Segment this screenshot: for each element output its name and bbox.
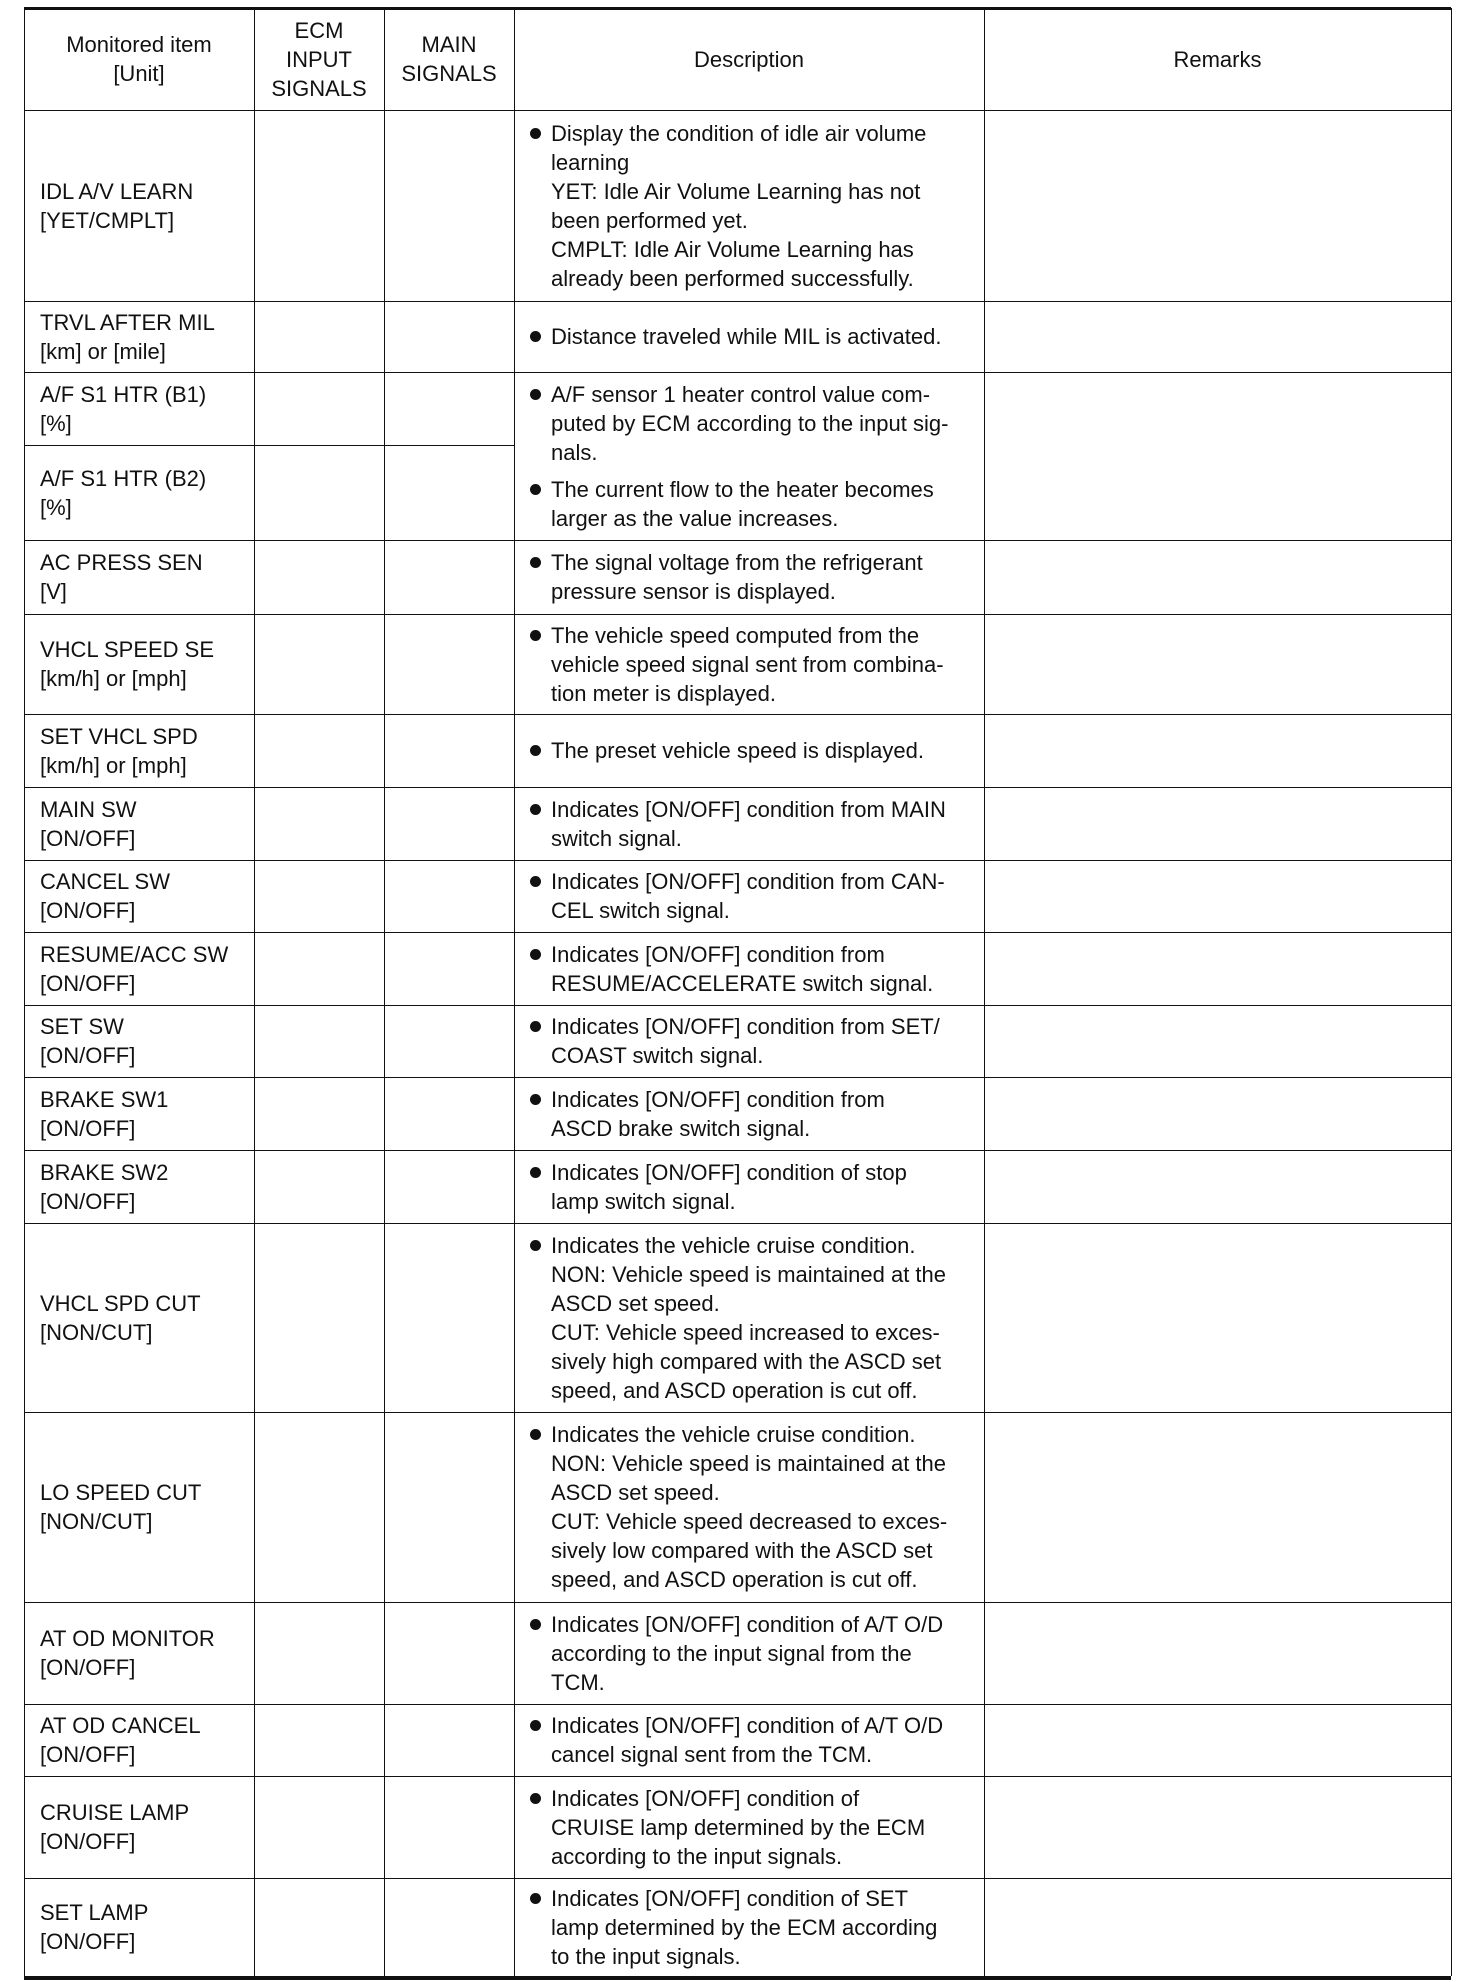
bullet-item	[528, 736, 978, 765]
description-cell	[514, 1412, 984, 1602]
header-label: Remarks	[1173, 46, 1262, 72]
text-line: Indicates [ON/OFF] condition from MAIN	[551, 796, 946, 822]
remarks-cell	[984, 540, 1451, 614]
header-main-signals	[384, 8, 514, 110]
remarks-cell	[984, 1878, 1451, 1976]
text-line: Indicates [ON/OFF] condition from	[551, 941, 885, 967]
text-line: lamp switch signal.	[551, 1188, 736, 1214]
description-cell	[514, 1704, 984, 1776]
text-line: LO SPEED CUT	[40, 1480, 202, 1505]
text-line: Indicates [ON/OFF] condition from SET/	[551, 1014, 940, 1039]
monitored-item-label	[40, 867, 170, 925]
remarks-cell	[984, 932, 1451, 1005]
text-line: sively low compared with the ASCD set	[551, 1538, 933, 1563]
description-cell	[514, 372, 984, 540]
remarks-cell	[984, 1223, 1451, 1412]
bullet-item	[528, 1610, 978, 1697]
monitored-item-cell	[24, 787, 254, 860]
monitored-item-cell	[24, 110, 254, 301]
text-line: [ON/OFF]	[40, 970, 136, 996]
description-cell	[514, 614, 984, 714]
bullet-dot-icon	[530, 1167, 541, 1178]
remarks-cell	[984, 1602, 1451, 1704]
bullet-dot-icon	[530, 1793, 541, 1804]
text-line: nals.	[551, 439, 598, 465]
bullet-dot-icon	[530, 1240, 541, 1251]
monitored-item-label	[40, 1798, 189, 1856]
text-line: ASCD set speed.	[551, 1480, 720, 1505]
text-line: according to the input signal from the	[551, 1640, 912, 1666]
bullet-dot-icon	[530, 876, 541, 887]
description-cell	[514, 860, 984, 932]
column-divider	[1451, 8, 1452, 1976]
text-line: larger as the value increases.	[551, 505, 839, 531]
text-line: IDL A/V LEARN	[40, 178, 194, 204]
text-line: speed, and ASCD operation is cut off.	[551, 1377, 918, 1403]
text-line: YET: Idle Air Volume Learning has not	[551, 178, 921, 204]
text-line: Display the condition of idle air volume	[551, 120, 927, 146]
header-label: Description	[693, 46, 805, 72]
text-line: Indicates [ON/OFF] condition of SET	[551, 1885, 909, 1911]
bullet-dot-icon	[530, 804, 541, 815]
text-line: CRUISE lamp determined by the ECM	[551, 1814, 926, 1840]
monitored-item-cell	[24, 1412, 254, 1602]
bullet-dot-icon	[530, 389, 541, 400]
bullet-item	[528, 1884, 978, 1971]
monitored-item-label	[40, 635, 214, 693]
text-line: [ON/OFF]	[40, 1655, 136, 1680]
text-line: RESUME/ACCELERATE switch signal.	[551, 970, 934, 996]
bullet-dot-icon	[530, 1893, 541, 1904]
description-cell	[514, 787, 984, 860]
bullet-dot-icon	[530, 557, 541, 568]
bullet-item	[528, 380, 978, 467]
text-line: MAIN SW	[40, 796, 137, 822]
monitored-item-label	[40, 722, 198, 780]
monitored-item-label	[40, 177, 193, 235]
text-line: Indicates [ON/OFF] condition of	[551, 1785, 860, 1811]
text-line: ECM	[294, 17, 344, 43]
bullet-item	[528, 795, 978, 853]
monitored-item-label	[40, 1158, 168, 1216]
remarks-cell	[984, 372, 1451, 540]
monitored-item-label	[40, 548, 203, 606]
text-line: [Unit]	[113, 61, 165, 86]
header-description	[514, 8, 984, 110]
monitored-item-cell	[24, 1878, 254, 1976]
header-label	[401, 30, 496, 88]
monitored-item-cell	[24, 614, 254, 714]
text-line: to the input signals.	[551, 1943, 741, 1969]
text-line: VHCL SPD CUT	[40, 1290, 201, 1316]
monitored-item-cell	[24, 1077, 254, 1150]
text-line: TRVL AFTER MIL	[40, 309, 215, 335]
bullet-item	[528, 1711, 978, 1769]
monitored-item-cell	[24, 932, 254, 1005]
text-line: [km/h] or [mph]	[40, 666, 187, 691]
text-line: A/F S1 HTR (B1)	[40, 381, 207, 407]
bullet-dot-icon	[530, 1720, 541, 1731]
monitored-item-cell	[24, 301, 254, 372]
remarks-cell	[984, 714, 1451, 787]
bullet-item	[528, 475, 978, 533]
bullet-dot-icon	[530, 1021, 541, 1032]
text-line: [ON/OFF]	[40, 1043, 136, 1068]
text-line: NON: Vehicle speed is maintained at the	[551, 1451, 947, 1476]
row-divider	[24, 1976, 1451, 1980]
description-cell	[514, 1878, 984, 1976]
text-line: INPUT	[286, 46, 352, 72]
header-remarks	[984, 8, 1451, 110]
monitored-item-cell	[24, 540, 254, 614]
description-cell	[514, 714, 984, 787]
bullet-item	[528, 1158, 978, 1216]
description-cell	[514, 1602, 984, 1704]
monitored-item-label	[40, 380, 206, 438]
text-line: [ON/OFF]	[40, 825, 136, 851]
bullet-dot-icon	[530, 484, 541, 495]
text-line: MAIN	[421, 32, 477, 57]
text-line: CANCEL SW	[40, 869, 170, 894]
text-line: BRAKE SW1	[40, 1086, 169, 1112]
monitored-item-cell	[24, 714, 254, 787]
monitored-item-label	[40, 1085, 168, 1143]
text-line: The current flow to the heater becomes	[551, 476, 934, 502]
bullet-item	[528, 621, 978, 708]
description-cell	[514, 1077, 984, 1150]
remarks-cell	[984, 860, 1451, 932]
text-line: lamp determined by the ECM according	[551, 1914, 938, 1940]
monitored-item-cell	[24, 445, 254, 540]
text-line: [%]	[40, 410, 72, 436]
bullet-dot-icon	[530, 1619, 541, 1630]
column-divider	[254, 8, 255, 1976]
text-line: Indicates [ON/OFF] condition of stop	[551, 1159, 907, 1185]
header-label	[66, 30, 212, 88]
monitored-item-cell	[24, 1602, 254, 1704]
text-line: SET LAMP	[40, 1900, 149, 1925]
text-line: SET SW	[40, 1014, 124, 1039]
text-line: speed, and ASCD operation is cut off.	[551, 1567, 918, 1592]
text-line: been performed yet.	[551, 207, 748, 233]
bullet-item	[528, 1012, 978, 1070]
text-line: [km] or [mile]	[40, 338, 166, 364]
description-cell	[514, 1223, 984, 1412]
text-line: Indicates [ON/OFF] condition from	[551, 1086, 885, 1112]
text-line: [NON/CUT]	[40, 1509, 153, 1534]
text-line: pressure sensor is displayed.	[551, 579, 836, 604]
description-cell	[514, 1005, 984, 1077]
remarks-cell	[984, 614, 1451, 714]
text-line: sively high compared with the ASCD set	[551, 1348, 942, 1374]
bullet-item	[528, 1085, 978, 1143]
text-line: Distance traveled while MIL is activated.	[551, 324, 942, 349]
bullet-item	[528, 940, 978, 998]
description-cell	[514, 1150, 984, 1223]
text-line: [ON/OFF]	[40, 1115, 136, 1141]
text-line: CMPLT: Idle Air Volume Learning has	[551, 236, 914, 262]
text-line: switch signal.	[551, 825, 682, 851]
text-line: according to the input signals.	[551, 1843, 843, 1869]
remarks-cell	[984, 1704, 1451, 1776]
monitored-item-label	[40, 308, 215, 366]
bullet-dot-icon	[530, 1429, 541, 1440]
text-line: [ON/OFF]	[40, 898, 136, 923]
text-line: [ON/OFF]	[40, 1742, 136, 1767]
monitored-item-cell	[24, 1005, 254, 1077]
text-line: AT OD CANCEL	[40, 1713, 201, 1738]
monitored-item-label	[40, 940, 228, 998]
text-line: CUT: Vehicle speed increased to exces-	[551, 1319, 940, 1345]
text-line: TCM.	[551, 1669, 605, 1695]
text-line: learning	[551, 149, 630, 175]
remarks-cell	[984, 1005, 1451, 1077]
monitored-item-label	[40, 1478, 201, 1536]
text-line: The signal voltage from the refrigerant	[551, 550, 923, 575]
text-line: CUT: Vehicle speed decreased to exces-	[551, 1509, 948, 1534]
header-label	[271, 16, 366, 103]
description-cell	[514, 301, 984, 372]
text-line: tion meter is displayed.	[551, 680, 776, 706]
text-line: Indicates the vehicle cruise condition.	[551, 1422, 916, 1447]
monitored-item-label	[40, 1012, 135, 1070]
bullet-dot-icon	[530, 630, 541, 641]
remarks-cell	[984, 1150, 1451, 1223]
text-line: NON: Vehicle speed is maintained at the	[551, 1261, 947, 1287]
text-line: cancel signal sent from the TCM.	[551, 1742, 873, 1767]
text-line: [ON/OFF]	[40, 1829, 136, 1854]
text-line: The vehicle speed computed from the	[551, 622, 920, 648]
text-line: Indicates [ON/OFF] condition of A/T O/D	[551, 1713, 944, 1738]
bullet-dot-icon	[530, 331, 541, 342]
text-line: ASCD brake switch signal.	[551, 1115, 811, 1141]
bullet-dot-icon	[530, 1094, 541, 1105]
text-line: already been performed successfully.	[551, 265, 914, 291]
monitored-item-cell	[24, 1150, 254, 1223]
monitored-item-label	[40, 1624, 215, 1682]
remarks-cell	[984, 1776, 1451, 1878]
text-line: [ON/OFF]	[40, 1929, 136, 1954]
description-cell	[514, 540, 984, 614]
text-line: SIGNALS	[271, 75, 367, 101]
text-line: puted by ECM according to the input sig-	[551, 410, 949, 436]
text-line: AT OD MONITOR	[40, 1626, 215, 1651]
bullet-dot-icon	[530, 745, 541, 756]
text-line: ASCD set speed.	[551, 1290, 720, 1316]
description-cell	[514, 932, 984, 1005]
monitored-item-label	[40, 1898, 148, 1956]
bullet-dot-icon	[530, 128, 541, 139]
bullet-dot-icon	[530, 949, 541, 960]
text-line: [km/h] or [mph]	[40, 752, 187, 778]
text-line: [YET/CMPLT]	[40, 207, 175, 233]
text-line: A/F sensor 1 heater control value com-	[551, 381, 931, 407]
text-line: RESUME/ACC SW	[40, 941, 229, 967]
monitored-item-label	[40, 1289, 201, 1347]
bullet-item	[528, 1420, 978, 1594]
monitored-item-label	[40, 1711, 201, 1769]
text-line: SIGNALS	[401, 61, 497, 86]
text-line: [%]	[40, 494, 72, 520]
text-line: CRUISE LAMP	[40, 1800, 190, 1825]
remarks-cell	[984, 110, 1451, 301]
remarks-cell	[984, 301, 1451, 372]
remarks-cell	[984, 787, 1451, 860]
monitored-item-label	[40, 795, 137, 853]
text-line: vehicle speed signal sent from combina-	[551, 651, 944, 677]
column-divider	[384, 8, 385, 1976]
bullet-item	[528, 322, 978, 351]
bullet-item	[528, 548, 978, 606]
text-line: [ON/OFF]	[40, 1188, 136, 1214]
text-line: VHCL SPEED SE	[40, 637, 215, 662]
text-line: [V]	[40, 579, 67, 604]
bullet-item	[528, 867, 978, 925]
monitored-item-cell	[24, 372, 254, 445]
monitored-item-cell	[24, 1223, 254, 1412]
monitored-item-cell	[24, 860, 254, 932]
text-line: COAST switch signal.	[551, 1043, 764, 1068]
remarks-cell	[984, 1077, 1451, 1150]
text-line: BRAKE SW2	[40, 1159, 169, 1185]
text-line: Indicates the vehicle cruise condition.	[551, 1232, 916, 1258]
text-line: SET VHCL SPD	[40, 723, 198, 749]
monitored-item-cell	[24, 1704, 254, 1776]
text-line: Monitored item	[66, 32, 212, 57]
header-monitored-item	[24, 8, 254, 110]
text-line: A/F S1 HTR (B2)	[40, 465, 207, 491]
description-cell	[514, 110, 984, 301]
text-line: Indicates [ON/OFF] condition of A/T O/D	[551, 1611, 944, 1637]
text-line: CEL switch signal.	[551, 898, 730, 923]
text-line: The preset vehicle speed is displayed.	[551, 738, 924, 763]
description-cell	[514, 1776, 984, 1878]
bullet-item	[528, 119, 978, 293]
remarks-cell	[984, 1412, 1451, 1602]
text-line: [NON/CUT]	[40, 1319, 153, 1345]
text-line: Indicates [ON/OFF] condition from CAN-	[551, 869, 945, 894]
bullet-item	[528, 1784, 978, 1871]
header-ecm-input-signals	[254, 8, 384, 110]
monitored-item-label	[40, 464, 206, 522]
monitored-item-cell	[24, 1776, 254, 1878]
bullet-item	[528, 1231, 978, 1405]
text-line: AC PRESS SEN	[40, 550, 203, 575]
